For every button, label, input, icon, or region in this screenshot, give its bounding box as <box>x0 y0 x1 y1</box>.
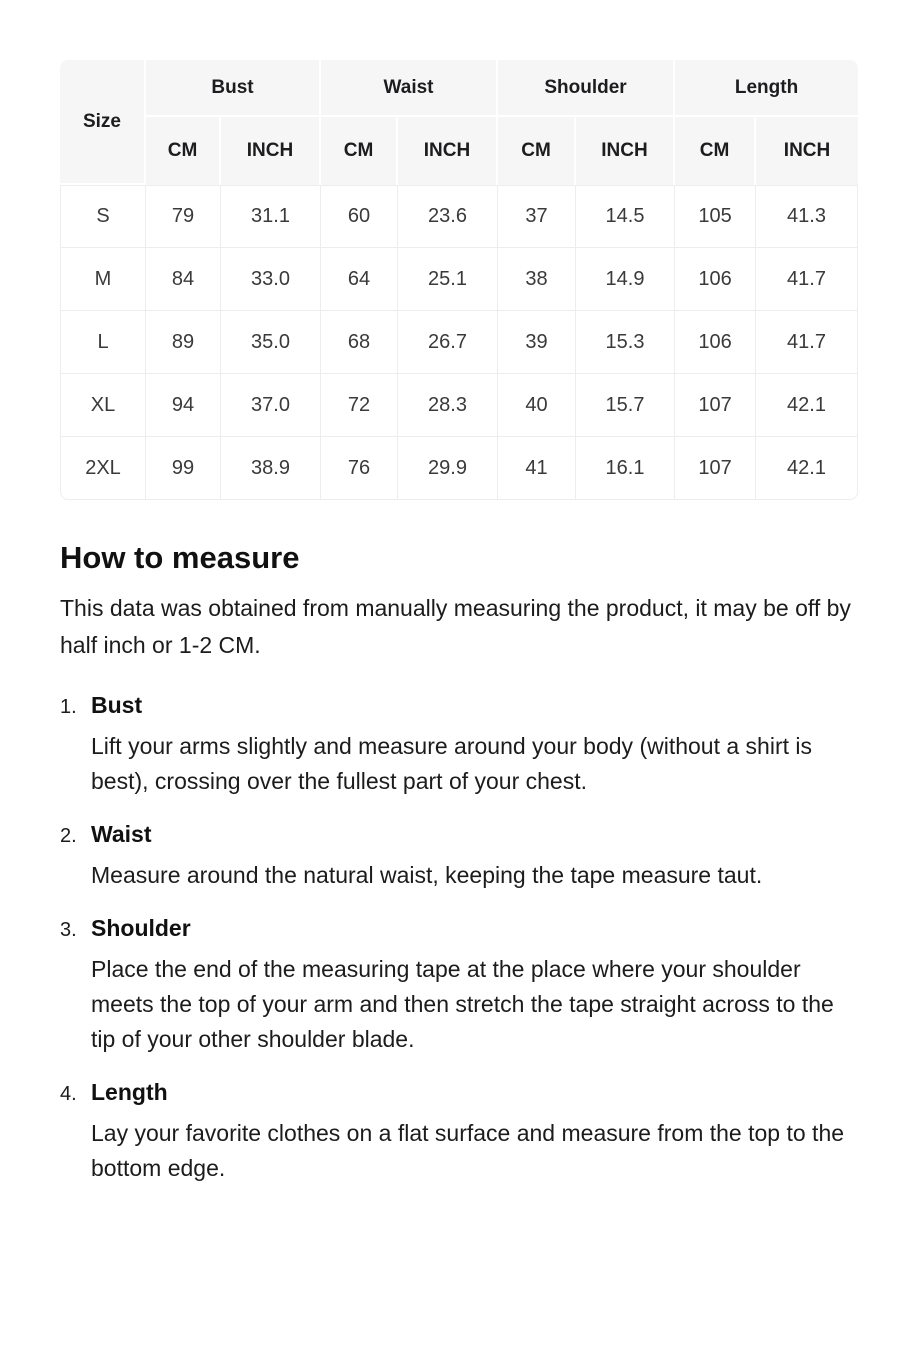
length-inch-header: INCH <box>756 117 858 185</box>
length-group-header: Length <box>675 60 858 117</box>
size-cell: S <box>60 185 146 248</box>
value-cell: 14.9 <box>576 248 675 311</box>
waist-inch-header: INCH <box>398 117 498 185</box>
step-description: Lay your favorite clothes on a flat surface and measure from the top to the bottom edge. <box>91 1120 845 1181</box>
step-heading <box>60 692 860 719</box>
step-heading <box>60 915 860 942</box>
step-heading <box>60 821 860 848</box>
shoulder-cm-header: CM <box>498 117 576 185</box>
measure-step-shoulder <box>60 915 860 1057</box>
how-to-measure-title: How to measure <box>60 540 300 575</box>
value-cell: 41 <box>498 437 576 500</box>
value-cell: 106 <box>675 311 756 374</box>
step-title: Shoulder <box>91 915 191 941</box>
measure-step-bust <box>60 692 860 799</box>
value-cell: 38.9 <box>221 437 321 500</box>
value-cell: 15.3 <box>576 311 675 374</box>
step-title: Bust <box>91 692 143 718</box>
value-cell: 37.0 <box>221 374 321 437</box>
value-cell: 72 <box>321 374 398 437</box>
size-cell: M <box>60 248 146 311</box>
value-cell: 94 <box>146 374 221 437</box>
length-cm-header: CM <box>675 117 756 185</box>
value-cell: 107 <box>675 374 756 437</box>
value-cell: 15.7 <box>576 374 675 437</box>
step-description: Lift your arms slightly and measure around your body (without a shirt is best), crossing over the fullest part of your chest. <box>91 733 812 794</box>
value-cell: 40 <box>498 374 576 437</box>
value-cell: 105 <box>675 185 756 248</box>
value-cell: 33.0 <box>221 248 321 311</box>
table-row <box>60 185 858 248</box>
value-cell: 64 <box>321 248 398 311</box>
step-heading <box>60 1079 860 1106</box>
step-number: 4. <box>60 1083 77 1105</box>
value-cell: 16.1 <box>576 437 675 500</box>
waist-group-header: Waist <box>321 60 498 117</box>
measure-steps-list <box>60 692 860 1186</box>
value-cell: 89 <box>146 311 221 374</box>
value-cell: 23.6 <box>398 185 498 248</box>
value-cell: 26.7 <box>398 311 498 374</box>
value-cell: 84 <box>146 248 221 311</box>
value-cell: 42.1 <box>756 374 858 437</box>
step-title: Waist <box>91 821 152 847</box>
value-cell: 39 <box>498 311 576 374</box>
value-cell: 99 <box>146 437 221 500</box>
table-row <box>60 374 858 437</box>
waist-cm-header: CM <box>321 117 398 185</box>
bust-group-header: Bust <box>146 60 321 117</box>
value-cell: 60 <box>321 185 398 248</box>
step-number: 1. <box>60 696 77 718</box>
table-row <box>60 437 858 500</box>
measure-step-length <box>60 1079 860 1186</box>
value-cell: 28.3 <box>398 374 498 437</box>
value-cell: 79 <box>146 185 221 248</box>
value-cell: 76 <box>321 437 398 500</box>
value-cell: 37 <box>498 185 576 248</box>
table-row <box>60 248 858 311</box>
value-cell: 41.7 <box>756 248 858 311</box>
measure-step-waist <box>60 821 860 893</box>
size-cell: 2XL <box>60 437 146 500</box>
value-cell: 25.1 <box>398 248 498 311</box>
size-column-header: Size <box>60 60 146 185</box>
step-description: Place the end of the measuring tape at the place where your shoulder meets the top of your arm and then stretch the tape straight across to the tip of your other shoulder blade. <box>91 956 834 1052</box>
step-number: 3. <box>60 919 77 941</box>
size-cell: L <box>60 311 146 374</box>
value-cell: 68 <box>321 311 398 374</box>
value-cell: 14.5 <box>576 185 675 248</box>
value-cell: 41.3 <box>756 185 858 248</box>
how-to-measure-intro: This data was obtained from manually measuring the product, it may be off by half inch or 1-2 CM. <box>60 595 851 658</box>
value-cell: 41.7 <box>756 311 858 374</box>
step-title: Length <box>91 1079 168 1105</box>
bust-inch-header: INCH <box>221 117 321 185</box>
step-number: 2. <box>60 825 77 847</box>
shoulder-inch-header: INCH <box>576 117 675 185</box>
value-cell: 42.1 <box>756 437 858 500</box>
bust-cm-header: CM <box>146 117 221 185</box>
value-cell: 31.1 <box>221 185 321 248</box>
table-row <box>60 311 858 374</box>
value-cell: 35.0 <box>221 311 321 374</box>
value-cell: 29.9 <box>398 437 498 500</box>
value-cell: 106 <box>675 248 756 311</box>
value-cell: 38 <box>498 248 576 311</box>
size-chart-table <box>60 60 858 500</box>
shoulder-group-header: Shoulder <box>498 60 675 117</box>
step-description: Measure around the natural waist, keeping the tape measure taut. <box>91 862 763 888</box>
value-cell: 107 <box>675 437 756 500</box>
size-cell: XL <box>60 374 146 437</box>
